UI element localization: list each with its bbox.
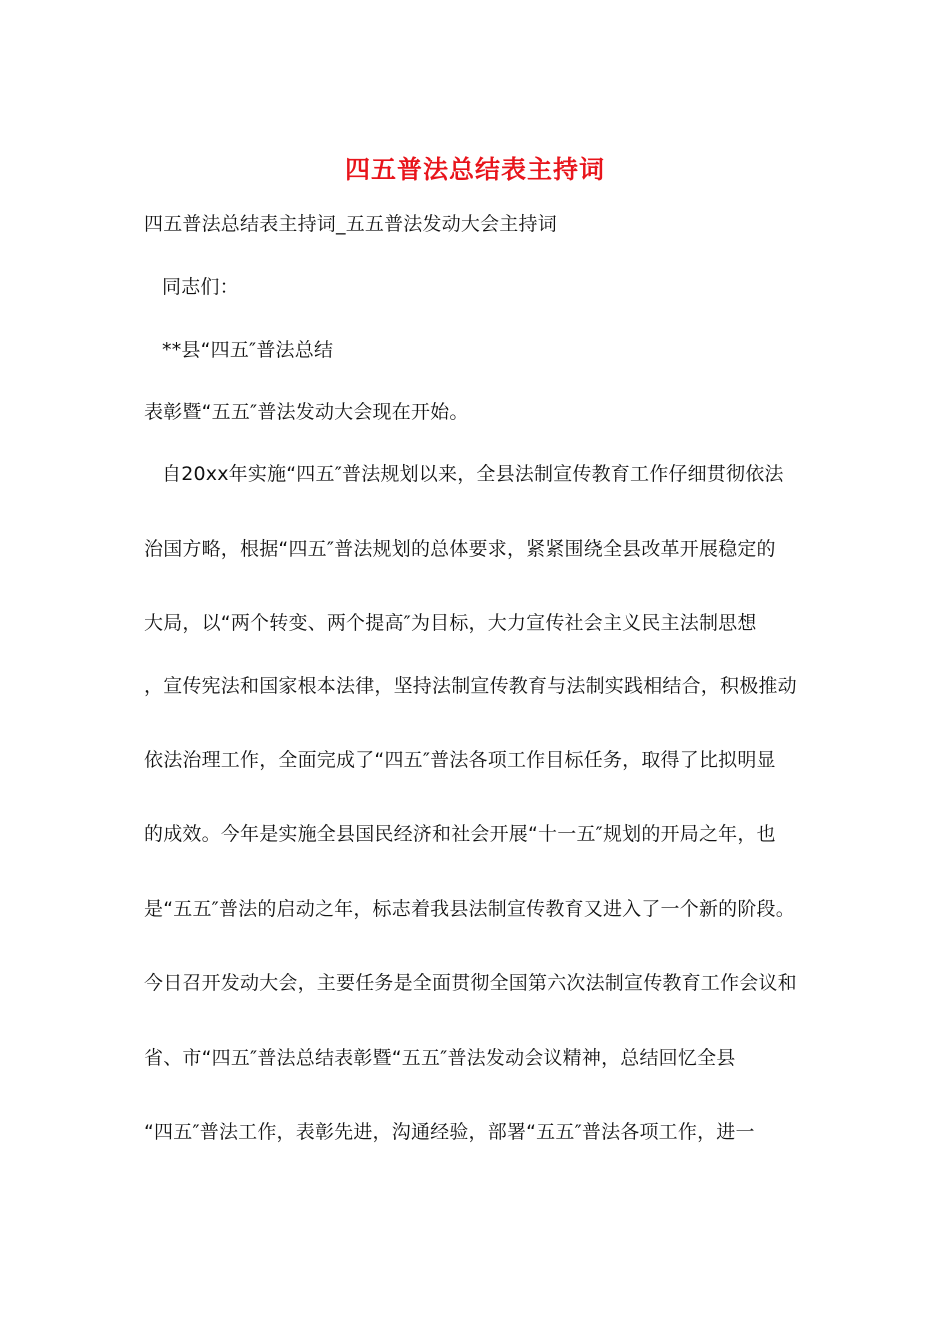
- body-line-7: 是“五五″普法的启动之年，标志着我县法制宣传教育又进入了一个新的阶段。: [144, 898, 795, 920]
- intro-line-2: 表彰暨“五五″普法发动大会现在开始。: [144, 401, 469, 423]
- body-line-4: ，宣传宪法和国家根本法律，坚持法制宣传教育与法制实践相结合，积极推动: [144, 675, 797, 697]
- body-line-9: 省、市“四五″普法总结表彰暨“五五″普法发动会议精神，总结回忆全县: [144, 1047, 736, 1069]
- intro-line-1: **县“四五″普法总结: [162, 339, 334, 361]
- body-line-2: 治国方略，根据“四五″普法规划的总体要求，紧紧围绕全县改革开展稳定的: [144, 538, 776, 560]
- body-line-3: 大局，以“两个转变、两个提高″为目标，大力宣传社会主义民主法制思想: [144, 612, 757, 634]
- document-title: 四五普法总结表主持词: [344, 155, 605, 184]
- body-line-5: 依法治理工作，全面完成了“四五″普法各项工作目标任务，取得了比拟明显: [144, 749, 776, 771]
- salutation: 同志们：: [162, 276, 239, 298]
- body-line-8: 今日召开发动大会，主要任务是全面贯彻全国第六次法制宣传教育工作会议和: [144, 972, 797, 994]
- body-line-1: 自20xx年实施“四五″普法规划以来，全县法制宣传教育工作仔细贯彻依法: [162, 463, 784, 485]
- document-subtitle: 四五普法总结表主持词_五五普法发动大会主持词: [144, 213, 557, 235]
- body-line-6: 的成效。今年是实施全县国民经济和社会开展“十一五″规划的开局之年，也: [144, 823, 776, 845]
- body-line-10: “四五″普法工作，表彰先进，沟通经验，部署“五五″普法各项工作，进一: [144, 1121, 755, 1143]
